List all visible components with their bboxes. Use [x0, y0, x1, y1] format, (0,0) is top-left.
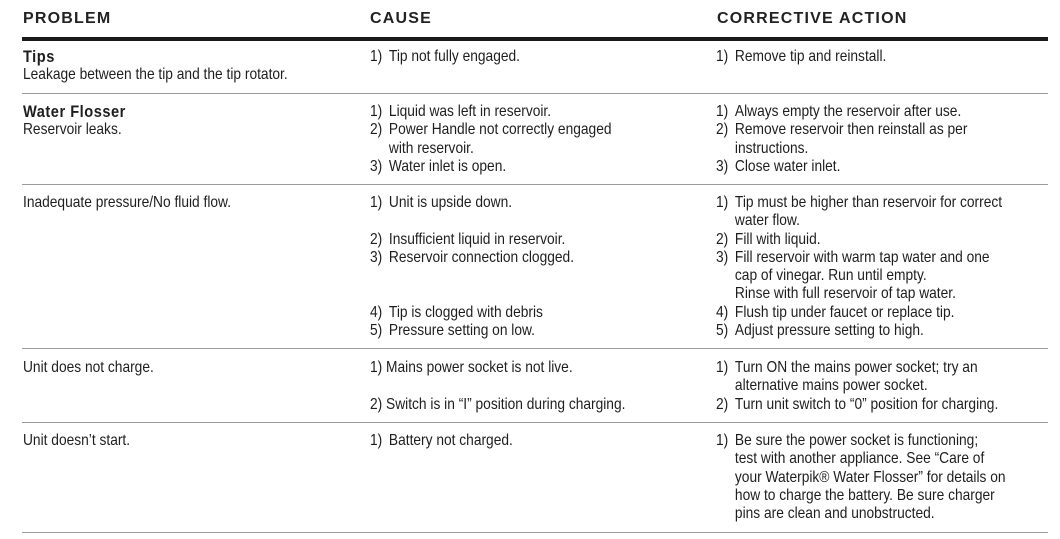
- spacer: [370, 285, 574, 303]
- item-text: Reservoir connection clogged.: [388, 248, 575, 266]
- action-item: [716, 48, 886, 66]
- item-text: water flow.: [734, 212, 800, 230]
- item-number: 1): [716, 359, 729, 376]
- item-number: 2): [716, 121, 729, 139]
- item-number: 2): [716, 230, 729, 248]
- item-number: 1): [370, 432, 383, 449]
- spacer: [370, 377, 625, 395]
- spacer: [370, 212, 574, 230]
- row-pressure-cause: [370, 194, 574, 340]
- item-text: Always empty the reservoir after use.: [734, 103, 962, 120]
- row-charge-problem: [23, 359, 154, 377]
- item-text: Pressure setting on low.: [388, 322, 536, 340]
- item-text: test with another appliance. See “Care of: [734, 450, 985, 468]
- row-start-problem: [23, 432, 130, 450]
- item-number: 1): [716, 432, 729, 449]
- item-text: Remove tip and reinstall.: [734, 48, 887, 65]
- problem-text: Unit doesn’t start.: [23, 432, 131, 449]
- item-text: Liquid was left in reservoir.: [388, 103, 552, 120]
- action-item: [716, 231, 1002, 249]
- cause-item: [370, 158, 612, 176]
- row-divider: [22, 348, 1048, 349]
- item-number: 4): [716, 303, 729, 321]
- row-divider: [22, 184, 1048, 185]
- cause-item: [370, 121, 612, 158]
- action-item: [716, 322, 1002, 340]
- row-charge-cause: [370, 359, 625, 414]
- item-number: 3): [716, 248, 729, 266]
- row-pressure-problem: [23, 194, 231, 212]
- item-number: 1): [370, 194, 383, 211]
- action-item: [716, 121, 967, 158]
- item-text: Tip must be higher than reservoir for correct: [734, 194, 1003, 211]
- problem-text: Unit does not charge.: [23, 359, 154, 376]
- item-number: 4): [370, 303, 383, 321]
- problem-title: Water Flosser: [23, 102, 126, 121]
- item-text: pins are clean and unobstructed.: [734, 505, 935, 523]
- spacer: [370, 267, 574, 285]
- row-water-flosser-cause: [370, 103, 612, 176]
- row-divider: [22, 422, 1048, 423]
- row-water-flosser-action: [716, 103, 967, 176]
- row-start-action: [716, 432, 1006, 523]
- cause-item: [370, 194, 574, 212]
- item-number: 1): [370, 103, 383, 120]
- item-text: Remove reservoir then reinstall as per: [734, 121, 968, 139]
- item-text: Tip is clogged with debris: [388, 303, 543, 321]
- row-tips-cause: [370, 48, 520, 66]
- cause-item: [370, 322, 574, 340]
- item-number: 2): [370, 230, 383, 248]
- row-start-cause: [370, 432, 513, 450]
- item-text: Be sure the power socket is functioning;: [734, 432, 979, 449]
- item-text: Fill reservoir with warm tap water and one: [734, 248, 990, 266]
- row-divider: [22, 532, 1048, 533]
- item-number: 1): [716, 194, 729, 211]
- cause-item: [370, 249, 574, 267]
- item-text: Tip not fully engaged.: [388, 48, 520, 65]
- action-item: [716, 304, 1002, 322]
- item-number: 1): [716, 103, 729, 120]
- item-number: 5): [716, 322, 729, 340]
- cause-item: [370, 304, 574, 322]
- action-item: [716, 396, 998, 414]
- header-corrective-action: CORRECTIVE ACTION: [717, 10, 908, 27]
- item-text: Turn unit switch to “0” position for charging.: [734, 395, 999, 413]
- action-item: [716, 194, 1002, 231]
- item-text: Adjust pressure setting to high.: [734, 322, 924, 340]
- row-tips-action: [716, 48, 886, 66]
- row-pressure-action: [716, 194, 1002, 340]
- action-item: [716, 103, 967, 121]
- item-number: 2): [716, 395, 729, 413]
- item-text: instructions.: [734, 139, 809, 157]
- problem-text: Inadequate pressure/No fluid flow.: [23, 194, 232, 211]
- row-tips-problem: [23, 48, 288, 84]
- item-number: 3): [716, 157, 729, 175]
- problem-text: Leakage between the tip and the tip rotator.: [23, 66, 288, 83]
- problem-title: Tips: [23, 47, 55, 66]
- action-item: [716, 158, 967, 176]
- item-text: your Waterpik® Water Flosser” for details on: [734, 468, 1006, 486]
- problem-text: Reservoir leaks.: [23, 121, 122, 138]
- item-text: Unit is upside down.: [388, 194, 513, 211]
- item-text: Close water inlet.: [734, 157, 841, 175]
- item-text: Rinse with full reservoir of tap water.: [734, 285, 956, 303]
- row-water-flosser-problem: [23, 103, 126, 139]
- cause-item: [370, 432, 513, 450]
- item-text: Fill with liquid.: [734, 230, 821, 248]
- cause-item: [370, 48, 520, 66]
- row-charge-action: [716, 359, 998, 414]
- item-text: cap of vinegar. Run until empty.: [734, 267, 927, 285]
- item-text: Water inlet is open.: [388, 157, 507, 175]
- row-divider: [22, 93, 1048, 94]
- item-number: 1): [370, 48, 383, 65]
- cause-item: [370, 103, 612, 121]
- header-cause: CAUSE: [370, 10, 433, 27]
- item-number: 2): [370, 121, 383, 139]
- cause-item: 1) Mains power socket is not live.: [370, 359, 573, 376]
- item-text: Power Handle not correctly engaged: [388, 121, 612, 139]
- item-number: 3): [370, 157, 383, 175]
- item-number: 3): [370, 248, 383, 266]
- action-item: [716, 359, 998, 396]
- action-item: [716, 432, 1006, 523]
- item-text: alternative mains power socket.: [734, 377, 928, 395]
- item-number: 5): [370, 322, 383, 340]
- cause-item: 2) Switch is in “I” position during charging.: [370, 395, 626, 413]
- header-problem: PROBLEM: [23, 10, 112, 27]
- item-text: with reservoir.: [388, 139, 474, 157]
- item-text: Battery not charged.: [388, 432, 513, 449]
- header-rule: [22, 37, 1048, 41]
- action-item: [716, 249, 1002, 304]
- item-text: Flush tip under faucet or replace tip.: [734, 303, 955, 321]
- cause-item: [370, 231, 574, 249]
- item-number: 1): [716, 48, 729, 65]
- item-text: how to charge the battery. Be sure charger: [734, 486, 995, 504]
- item-text: Turn ON the mains power socket; try an: [734, 359, 978, 376]
- item-text: Insufficient liquid in reservoir.: [388, 230, 566, 248]
